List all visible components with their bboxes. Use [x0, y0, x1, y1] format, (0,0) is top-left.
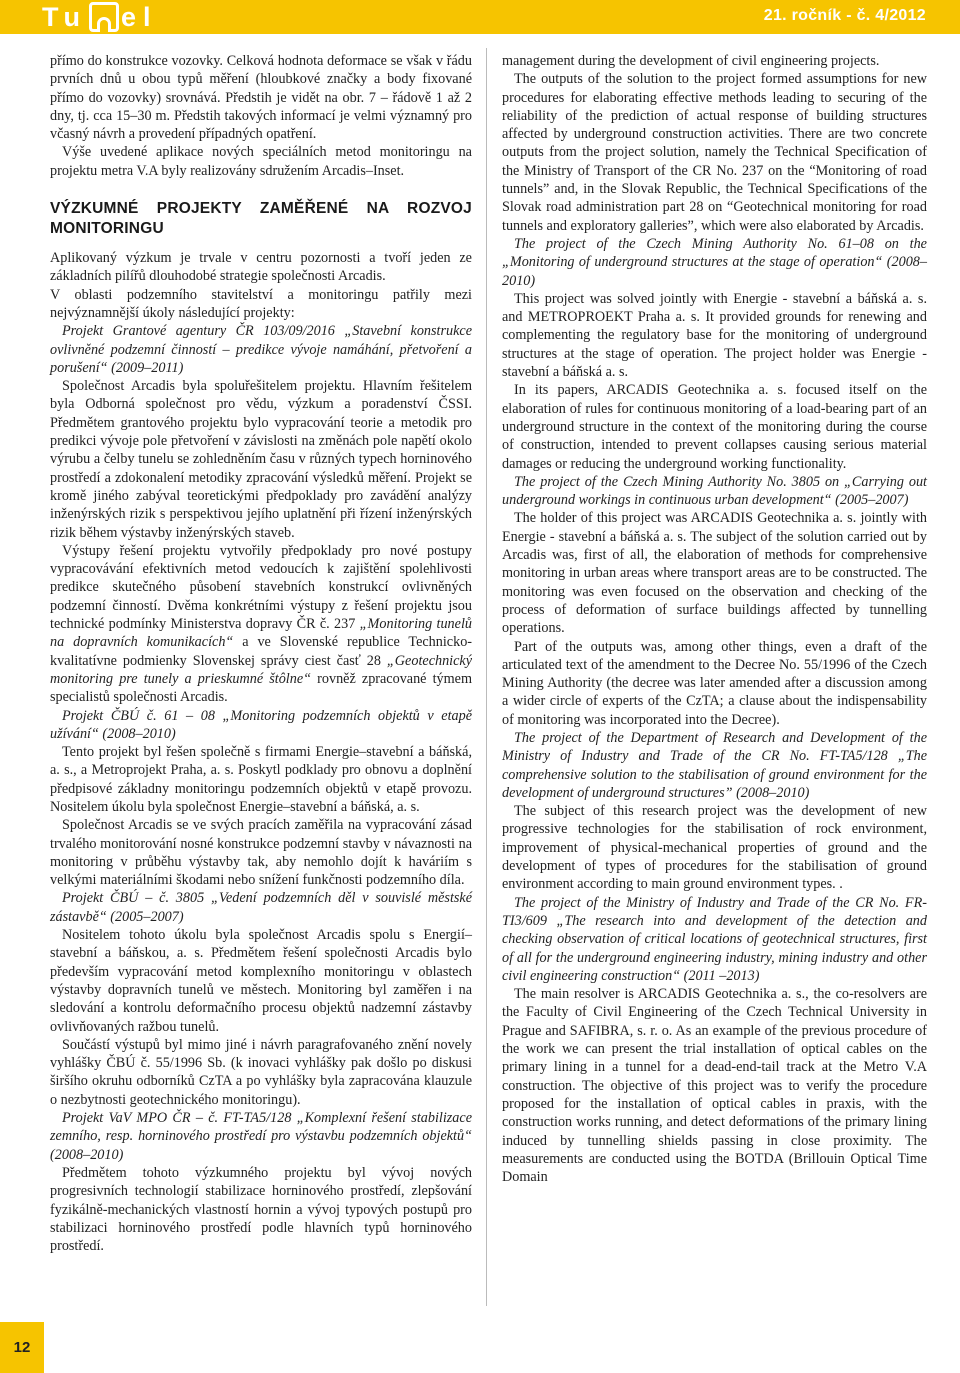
header-bar: [0, 0, 960, 34]
right-paragraph-1: management during the development of civil engineering projects.: [502, 53, 880, 69]
left-project-title-3: Projekt ČBÚ – č. 3805 „Vedení podzemních děl v souvislé městské zástavbě“ (2005–2007): [50, 890, 472, 925]
journal-logo: [42, 2, 158, 32]
right-column: [502, 52, 927, 1186]
column-divider: [486, 48, 487, 1306]
left-project-title-4: Projekt VaV MPO ČR – č. FT-TA5/128 „Komplexní řešení stabilizace zemního, resp. horninového prostředí pro výstavbu podzemních objektů“ (2008–2010): [50, 1110, 472, 1163]
right-paragraph-10: The subject of this research project was the development of new progressive technologies for the stabilisation of rock environment, improvement of physical-mechanical properties of ground and the development of types of procedures for the stabilisation of ground environment according to main ground environment types. .: [502, 803, 927, 893]
issue-label: 21. ročník - č. 4/2012: [763, 7, 926, 24]
left-p7-mid: a ve Slovenské republice Technicko-kvalitatívne podmienky Slovenskej správy ciest časť 28: [50, 634, 473, 669]
left-project-title-2: Projekt ČBÚ č. 61 – 08 „Monitoring podzemních objektů v etapě užívání“ (2008–2010): [50, 707, 472, 742]
right-paragraph-2: The outputs of the solution to the project formed assumptions for new procedures for elaborating effective methods leading to securing of the reliability of the prediction of actual response of building structures affected by underground construction activities. There are two concrete outputs from the project solution, namely the Technical Specification of the Ministry of Transport of the CR No. 237 on the “Monitoring of road tunnels” and, in the Slovak Republic, the Technical Specifications of the Slovak road administration part 28 on “Geotechnical monitoring for road tunnels and exploratory galleries”, which were also elaborated by Arcadis.: [502, 71, 927, 234]
page-number: 12: [0, 1322, 44, 1373]
logo-text-end: el: [120, 1, 158, 32]
right-project-title-3: The project of the Department of Research and Development of the Ministry of Industry and Trade of the CR No. FT-TA5/128 „The comprehensive solution to the stabilisation of ground environment for the development of underground structures” (2008–2010): [502, 729, 927, 801]
left-paragraph-15: Předmětem tohoto výzkumného projektu byl vývoj nových progresivních technologií stabilizace horninového prostředí, zlepšování fyzikálně-mechanických vlastností hornin a vývoj typových postupů pro stabilizaci horninového prostředí podle hlavních typů horninového prostředí.: [50, 1164, 472, 1255]
right-paragraph-12: The main resolver is ARCADIS Geotechnika a. s., the co-resolvers are the Faculty of Civil Engineering of the Czech Technical University in Prague and SAFIBRA, s. r. o. As an example of the previous procedure of the work we can present the trial installation of optical cables on the primary lining in a tunnel for a dead-end-tail track at the Metro V.A construction. The objective of this project was to verify the procedure proposed for the installation of optical cables in praxis, with the construction works running, and detect deformations of the primary lining induced by tunnelling shields passing in close proximity. The measurements are conducted using the BOTDA (Brillouin Optical Time Domain: [502, 986, 927, 1186]
right-project-title-4: The project of the Ministry of Industry and Trade of the CR No. FR-TI3/609 „The research into and development of the detection and checking observation of critical locations of geotechnical structures, first of all for the underground engineering industry, mining industry and other civil engineering construction“ (2011 –2013): [502, 894, 927, 984]
left-paragraph-12: Nositelem tohoto úkolu byla společnost Arcadis spolu s Energií–stavební a báňskou, a. s. Předmětem řešení společnosti Arcadis bylo především vypracování metod komplexního monitoringu v oblastech výstavby dopravních tunelů ve městech. Monitoring byl zaměřen i na sledování a kontrolu deformačního procesu objektů nadzemní zástavby ovlivňovaných ražbou tunelů.: [50, 927, 472, 1035]
logo-text-start: Tu: [42, 1, 87, 32]
left-paragraph-6: Společnost Arcadis byla spoluřešitelem projektu. Hlavním řešitelem byla Odborná společnost pro vědu, výzkum a poradenství ČSSI. Předmětem grantového projektu bylo vypracování teorie a metodik pro predikci vývoje pole přetvoření v závislosti na změnách pole napětí okolo výrubu a čelby tunelu se zohledněním času v různých typech horninového prostředí a zdokonalení metodiky zpracování výsledků měření. Projekt se kromě jiného zabýval teoretickými předpoklady pro zavádění analýzy inženýrských rizik s perspektivou jejího uplatnění při řízení inženýrských rizik během výstavby inženýrských staveb.: [50, 378, 472, 541]
left-paragraph-1: přímo do konstrukce vozovky. Celková hodnota deformace se však v řádu prvních dnů u obou typů měření (hloubkové značky a body fixované přímo do vozovky) srovnává. Předstih je vidět na obr. 7 – řádově 1 až 2 dny, tj. cca 15–30 m. Předstih takových informací je velmi významný pro včasný návrh a provedení případných opatření.: [50, 53, 472, 143]
right-paragraph-8: Part of the outputs was, among other things, even a draft of the articulated text of the amendment to the Decree No. 55/1996 of the Czech Mining Authority (the decree was later amended after a discussion among a wider circle of experts of the CzTA; a clause about the indispensability of monitoring was incorporated into the Decree).: [502, 638, 927, 728]
right-paragraph-4: This project was solved jointly with Energie - stavební a báňská a. s. and METROPROEKT Praha a. s. It provided grounds for renewing and complementing the regulatory base for the monitoring of underground structures at the stage of operation. The project holder was Energie - stavební a báňská a. s.: [502, 290, 927, 381]
left-paragraph-4: V oblasti podzemního stavitelství a monitoringu patřily mezi nejvýznamnější úkoly následující projekty:: [50, 286, 472, 321]
left-paragraph-2: Výše uvedené aplikace nových speciálních metod monitoringu na projektu metra V.A byly realizovány sdružením Arcadis–Inset.: [50, 144, 472, 179]
left-paragraph-7: [50, 542, 472, 707]
left-paragraph-9: Tento projekt byl řešen společně s firmami Energie–stavební a báňská, a. s., a Metroprojekt Praha, a. s. Poskytl podklady pro obnovu a doplnění předpisové základny monitoringu podzemních objektů v etapě provozu. Nositelem úkolu byla společnost Energie–stavební a báňská, a. s.: [50, 744, 472, 815]
left-paragraph-3: Aplikovaný výzkum je trvale v centru pozornosti a tvoří jeden ze základních pilířů dlouhodobé strategie společnosti Arcadis.: [50, 250, 472, 285]
left-column: [50, 52, 472, 1255]
left-paragraph-10: Společnost Arcadis se ve svých pracích zaměřila na vypracování zásad trvalého monitorování nosné konstrukce podzemní stavby v návaznosti na monitoring v průběhu výstavby tak, aby nemohlo dojít k haváriím s velkými materiálními škodami nebo snížení funkčnosti podzemního díla.: [50, 817, 472, 889]
left-paragraph-13: Součástí výstupů byl mimo jiné i návrh paragrafovaného znění novely vyhlášky ČBÚ č. 55/1996 Sb. (k inovaci vyhlášky pak došlo po diskusi širšího okruhu odborníků CzTA a po vyhlášky byla zapracována klauzule o nezbytnosti geotechnického monitoringu).: [50, 1036, 472, 1108]
section-heading: VÝZKUMNÉ PROJEKTY ZAMĚŘENÉ NA ROZVOJ MONITORINGU: [50, 200, 472, 238]
right-project-title-2: The project of the Czech Mining Authority No. 3805 on „Carrying out underground workings in continuous urban development“ (2005–2007): [502, 473, 927, 509]
left-p7-text: Výstupy řešení projektu vytvořily předpoklady pro nové postupy vypracovávání efektivních metod vedoucích k zajištění spolehlivosti predikce skutečného působení stavebních konstrukcí ovlivněných podzemní činností. Dvěma konkrétními výstupy z řešení projektu jsou technické podmínky Ministerstva dopravy ČR č. 237: [50, 542, 472, 633]
left-p7-end: rovněž zpracované týmem specialistů společnosti Arcadis.: [50, 670, 473, 706]
right-paragraph-7: The holder of this project was ARCADIS Geotechnika a. s. jointly with Energie - stavební a báňská a. s. The subject of the solution carried out by Arcadis was, first of all, the elaboration of methods for comprehensive monitoring in urban areas where transport areas are to be constructed. The monitoring was even focused on the observation and checking of the process of deformation of surface buildings affected by tunnelling operations.: [502, 510, 927, 637]
logo-tunnel-icon: [89, 2, 119, 32]
right-project-title-1: The project of the Czech Mining Authority No. 61–08 on the „Monitoring of underground structures at the stage of operation“ (2008–2010): [502, 235, 927, 289]
left-p7-italic-2: „Geotechnický monitoring pre tunely a prieskumné štôlne“: [50, 652, 473, 687]
left-project-title-1: Projekt Grantové agentury ČR 103/09/2016 „Stavební konstrukce ovlivněné podzemní činností – predikce vývoje namáhání, přetvoření a porušení“ (2009–2011): [50, 323, 472, 376]
left-p7-italic-1: „Monitoring tunelů na dopravních komunikacích“: [50, 616, 472, 651]
right-paragraph-5: In its papers, ARCADIS Geotechnika a. s. focused itself on the elaboration of rules for continuous monitoring of a load-bearing part of an underground structure in the context of the monitoring during the course of construction, intended to prevent collapses causing serious material damages or reducing the underground working functionality.: [502, 382, 927, 472]
